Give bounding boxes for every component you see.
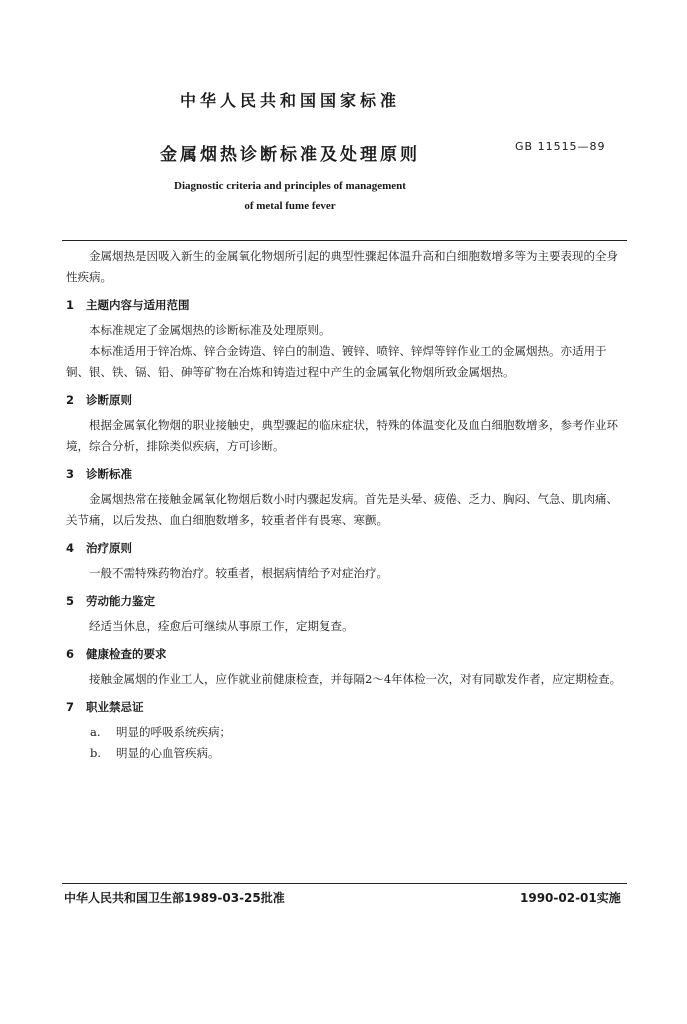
section-number: 3 <box>66 467 75 481</box>
section-2-paragraph-1: 根据金属氧化物烟的职业接触史，典型骤起的临床症状，特殊的体温变化及血白细胞数增多，参考作业环境，综合分析，排除类似疾病，方可诊断。 <box>66 418 618 453</box>
intro-paragraph: 金属烟热是因吸入新生的金属氧化物烟所引起的典型性骤起体温升高和白细胞数增多等为主要表现的全身性疾病。 <box>66 249 618 284</box>
section-1-paragraph-2: 本标准适用于锌冶炼、锌合金铸造、锌白的制造、镀锌、喷锌、锌焊等锌作业工的金属烟热。亦适用于铜、银、铁、镉、铅、砷等矿物在冶炼和铸造过程中产生的金属氧化物烟所致金属烟热。 <box>66 344 607 379</box>
section-heading-6 <box>66 644 626 665</box>
section-1-paragraph-1: 本标准规定了金属烟热的诊断标准及处理原则。 <box>89 323 331 337</box>
list-marker: a. <box>90 725 101 739</box>
top-divider <box>62 240 627 241</box>
national-standard-heading: 中华人民共和国国家标准 <box>179 91 400 110</box>
section-title: 治疗原则 <box>86 541 132 555</box>
section-title: 诊断原则 <box>86 393 132 407</box>
list-item-text: 明显的呼吸系统疾病； <box>116 725 231 739</box>
section-5-paragraph-1: 经适当休息，痊愈后可继续从事原工作，定期复查。 <box>89 619 354 633</box>
section-heading-1 <box>66 295 626 316</box>
section-title: 主题内容与适用范围 <box>86 298 190 312</box>
section-number: 1 <box>66 298 75 312</box>
standard-code: GB 11515—89 <box>515 140 606 153</box>
english-title <box>0 176 580 216</box>
list-item <box>66 743 626 764</box>
section-title: 劳动能力鉴定 <box>86 594 155 608</box>
approval-note: 中华人民共和国卫生部1989-03-25批准 <box>64 891 285 905</box>
section-heading-4 <box>66 538 626 559</box>
section-heading-3 <box>66 464 626 485</box>
section-number: 7 <box>66 700 75 714</box>
section-title: 健康检查的要求 <box>86 647 167 661</box>
effective-date: 1990-02-01实施 <box>520 891 621 905</box>
section-title: 诊断标准 <box>86 467 132 481</box>
section-6-paragraph-1: 接触金属烟的作业工人，应作就业前健康检查，并每隔2～4年体检一次，对有同歇发作者，应定期检查。 <box>89 672 622 686</box>
section-heading-7 <box>66 697 626 718</box>
section-heading-5 <box>66 591 626 612</box>
document-body <box>66 246 626 764</box>
list-item-text: 明显的心血管疾病。 <box>116 746 220 760</box>
section-number: 5 <box>66 594 75 608</box>
bottom-divider <box>62 883 627 884</box>
english-title-line-1: Diagnostic criteria and principles of management <box>174 180 406 192</box>
english-title-line-2: of metal fume fever <box>244 200 336 212</box>
section-3-paragraph-1: 金属烟热常在接触金属氧化物烟后数小时内骤起发病。首先是头晕、疲倦、乏力、胸闷、气急、肌肉痛、关节痛，以后发热、血白细胞数增多，较重者伴有畏寒、寒颤。 <box>66 492 618 527</box>
list-marker: b. <box>90 746 102 760</box>
section-number: 4 <box>66 541 75 555</box>
section-title: 职业禁忌证 <box>86 700 144 714</box>
document-title: 金属烟热诊断标准及处理原则 <box>160 145 420 165</box>
section-number: 6 <box>66 647 75 661</box>
section-number: 2 <box>66 393 75 407</box>
section-4-paragraph-1: 一般不需特殊药物治疗。较重者，根据病情给予对症治疗。 <box>89 566 388 580</box>
section-heading-2 <box>66 390 626 411</box>
list-item <box>66 722 626 743</box>
